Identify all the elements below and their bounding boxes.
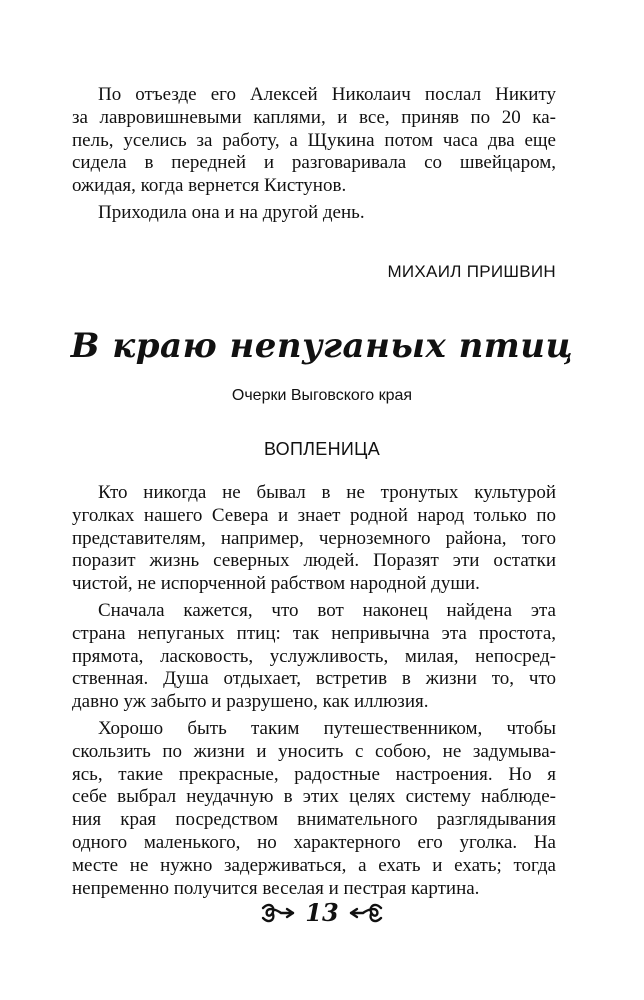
- text-line: представителям, например, черноземного района, того: [72, 527, 556, 549]
- page-number: 13: [305, 898, 339, 927]
- paragraph: [72, 202, 556, 225]
- passage-top: [72, 84, 556, 225]
- text-line: себе выбрал неудачную в этих целях систему наблюде-: [72, 786, 556, 808]
- text-line: Хорошо быть таким путешественником, чтобы: [98, 717, 556, 739]
- text-line: скользить по жизни и уносить с собою, не задумыва-: [72, 740, 556, 762]
- text-line: одного маленького, но характерного его уголка. На: [72, 831, 556, 853]
- text-line: ственная. Душа отдыхает, встретив в жизни то, что: [72, 668, 556, 690]
- author-name: МИХАИЛ ПРИШВИН: [387, 262, 556, 281]
- text-line: ния края посредством внимательного разглядывания: [72, 809, 556, 831]
- text-line: непременно получится веселая и пестрая картина.: [72, 877, 480, 899]
- page-footer: [0, 898, 644, 927]
- chapter-subtitle: Очерки Выговского края: [231, 387, 413, 404]
- flourish-right-icon: [349, 902, 383, 924]
- text-line: пель, уселись за работу, а Щукина потом часа два еще: [72, 129, 556, 151]
- section-title: ВОПЛЕНИЦА: [263, 439, 381, 459]
- text-line: за лавровишневыми каплями, и все, приняв по 20 ка-: [72, 106, 556, 128]
- text-line: месте не нужно задерживаться, а ехать и ехать; тогда: [72, 854, 556, 876]
- text-line: поразит жизнь северных людей. Поразят эти остатки: [72, 550, 556, 572]
- text-line: ожидая, когда вернется Кистунов.: [72, 175, 347, 197]
- passage-main: [72, 482, 556, 900]
- flourish-left-icon: [261, 902, 295, 924]
- text-line: уголках нашего Севера и знает родной народ только по: [72, 504, 556, 526]
- text-line: По отъезде его Алексей Николаич послал Никиту: [98, 84, 556, 105]
- text-line: ясь, такие прекрасные, радостные настроения. Но я: [72, 763, 556, 785]
- chapter-title: В краю непуганых птиц: [70, 326, 574, 366]
- text-line: чистой, не испорченной рабством народной души.: [72, 573, 480, 595]
- paragraph: [72, 718, 556, 900]
- text-line: Приходила она и на другой день.: [98, 201, 365, 223]
- text-line: Кто никогда не бывал в не тронутых культурой: [98, 482, 556, 503]
- text-line: Сначала кажется, что вот наконец найдена эта: [98, 599, 556, 621]
- paragraph: [72, 84, 556, 198]
- paragraph: [72, 482, 556, 596]
- text-line: сидела в передней и разговаривала со швейцаром,: [72, 152, 556, 174]
- text-line: страна непуганых птиц: так непривычна эта простота,: [72, 622, 556, 644]
- paragraph: [72, 600, 556, 714]
- text-line: давно уж забыто и разрушено, как иллюзия.: [72, 691, 429, 713]
- text-line: прямота, ласковость, услужливость, милая, непосред-: [72, 645, 556, 667]
